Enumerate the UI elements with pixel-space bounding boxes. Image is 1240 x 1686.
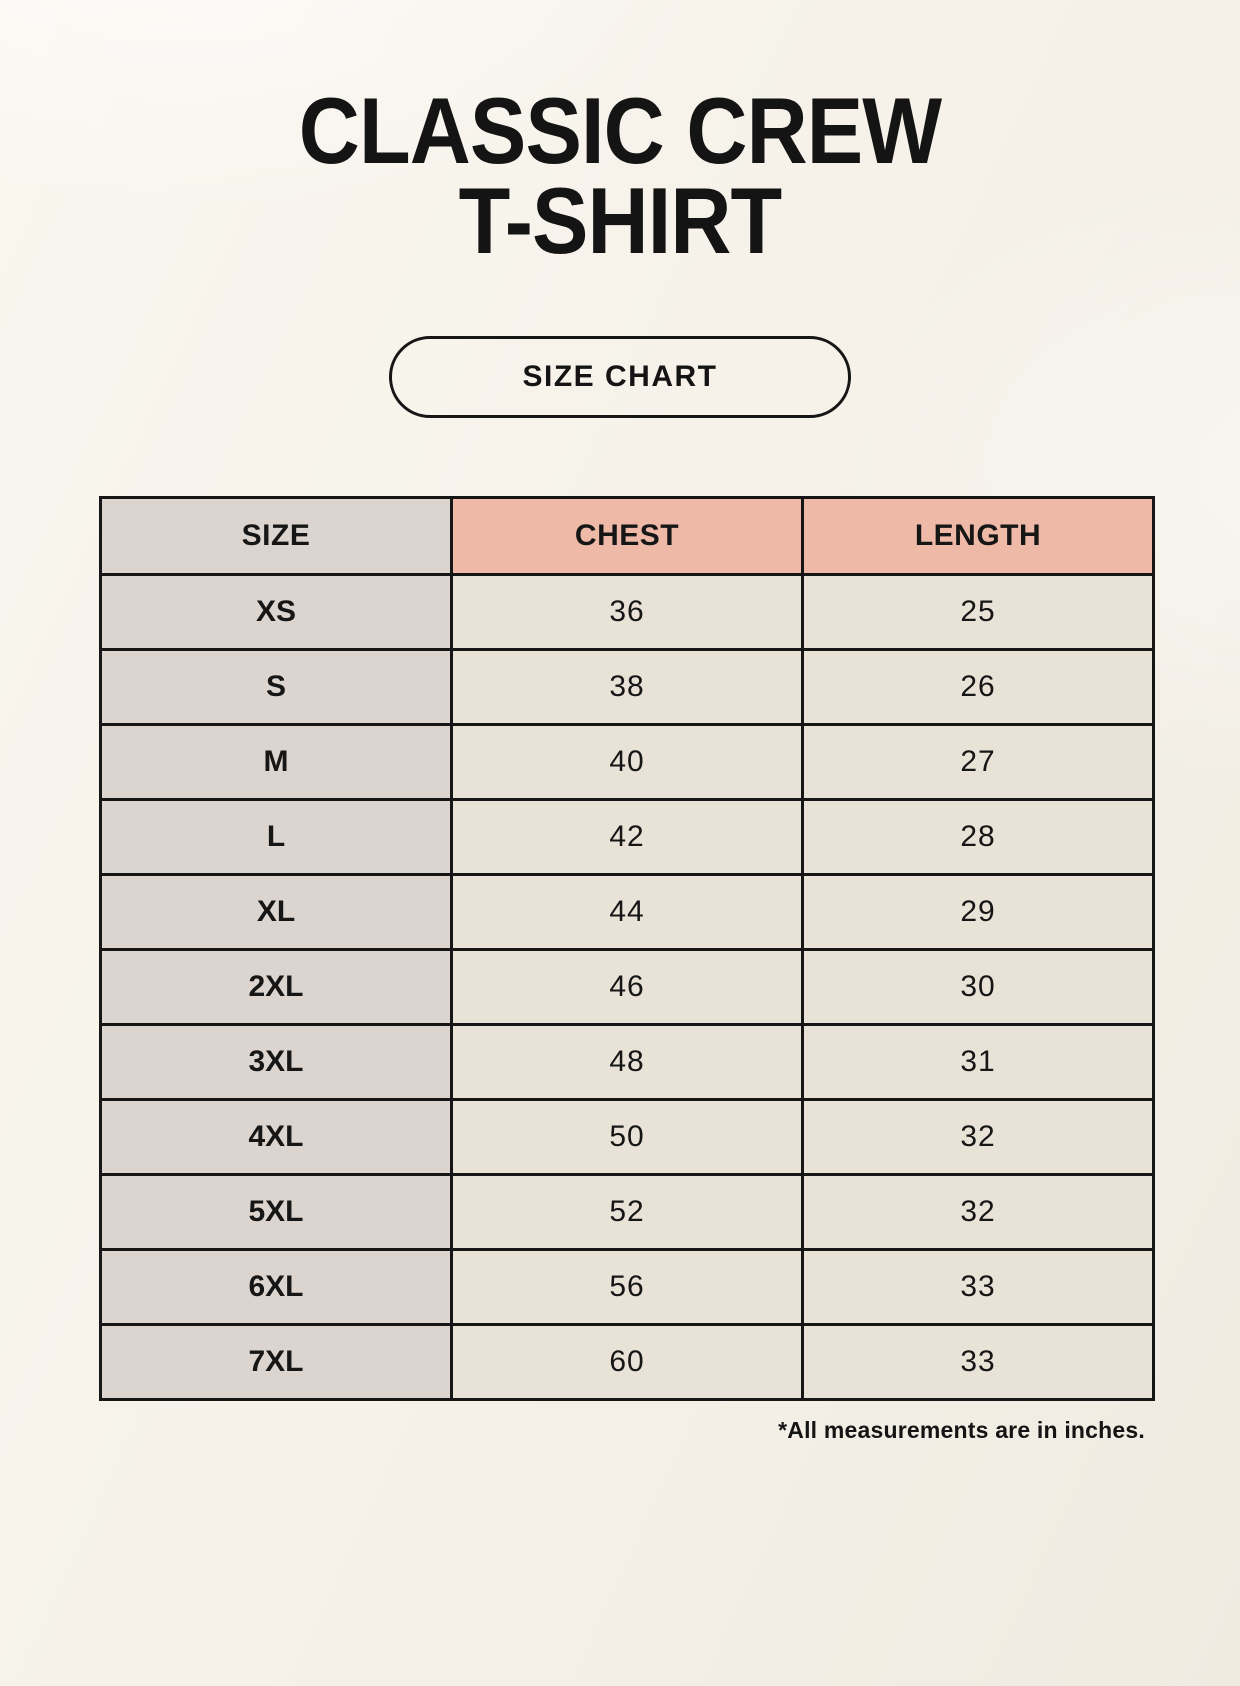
length-cell: 27	[803, 725, 1154, 800]
column-header-chest: CHEST	[452, 498, 803, 575]
table-row	[101, 875, 1154, 950]
length-cell: 26	[803, 650, 1154, 725]
chest-cell: 36	[452, 575, 803, 650]
column-header-length: LENGTH	[803, 498, 1154, 575]
chest-cell: 60	[452, 1325, 803, 1400]
table-row	[101, 1025, 1154, 1100]
length-cell: 29	[803, 875, 1154, 950]
size-chart-table	[99, 496, 1155, 1401]
table-header-row	[101, 498, 1154, 575]
chest-cell: 50	[452, 1100, 803, 1175]
size-cell: XL	[101, 875, 452, 950]
page-title-line1: CLASSIC CREW	[298, 78, 942, 183]
chest-cell: 38	[452, 650, 803, 725]
size-cell: M	[101, 725, 452, 800]
size-cell: L	[101, 800, 452, 875]
length-cell: 25	[803, 575, 1154, 650]
chest-cell: 42	[452, 800, 803, 875]
chest-cell: 52	[452, 1175, 803, 1250]
table-row	[101, 575, 1154, 650]
page-title-line2: T-SHIRT	[458, 168, 782, 274]
length-cell: 31	[803, 1025, 1154, 1100]
chest-cell: 48	[452, 1025, 803, 1100]
size-chart-button-label: SIZE CHART	[522, 360, 718, 394]
table-row	[101, 800, 1154, 875]
table-row	[101, 1175, 1154, 1250]
length-cell: 32	[803, 1100, 1154, 1175]
column-header-size: SIZE	[101, 498, 452, 575]
length-cell: 33	[803, 1250, 1154, 1325]
chest-cell: 46	[452, 950, 803, 1025]
size-cell: 7XL	[101, 1325, 452, 1400]
table-row	[101, 725, 1154, 800]
chest-cell: 44	[452, 875, 803, 950]
table-row	[101, 1325, 1154, 1400]
length-cell: 30	[803, 950, 1154, 1025]
size-cell: 4XL	[101, 1100, 452, 1175]
table-row	[101, 950, 1154, 1025]
table-row	[101, 650, 1154, 725]
page-title	[62, 78, 1178, 274]
size-cell: 3XL	[101, 1025, 452, 1100]
size-cell: 2XL	[101, 950, 452, 1025]
chest-cell: 40	[452, 725, 803, 800]
length-cell: 28	[803, 800, 1154, 875]
table-row	[101, 1100, 1154, 1175]
measurements-footnote: *All measurements are in inches.	[778, 1417, 1145, 1444]
size-cell: 6XL	[101, 1250, 452, 1325]
size-cell: S	[101, 650, 452, 725]
length-cell: 33	[803, 1325, 1154, 1400]
size-cell: XS	[101, 575, 452, 650]
size-cell: 5XL	[101, 1175, 452, 1250]
length-cell: 32	[803, 1175, 1154, 1250]
table-row	[101, 1250, 1154, 1325]
chest-cell: 56	[452, 1250, 803, 1325]
size-chart-button[interactable]	[389, 336, 851, 418]
